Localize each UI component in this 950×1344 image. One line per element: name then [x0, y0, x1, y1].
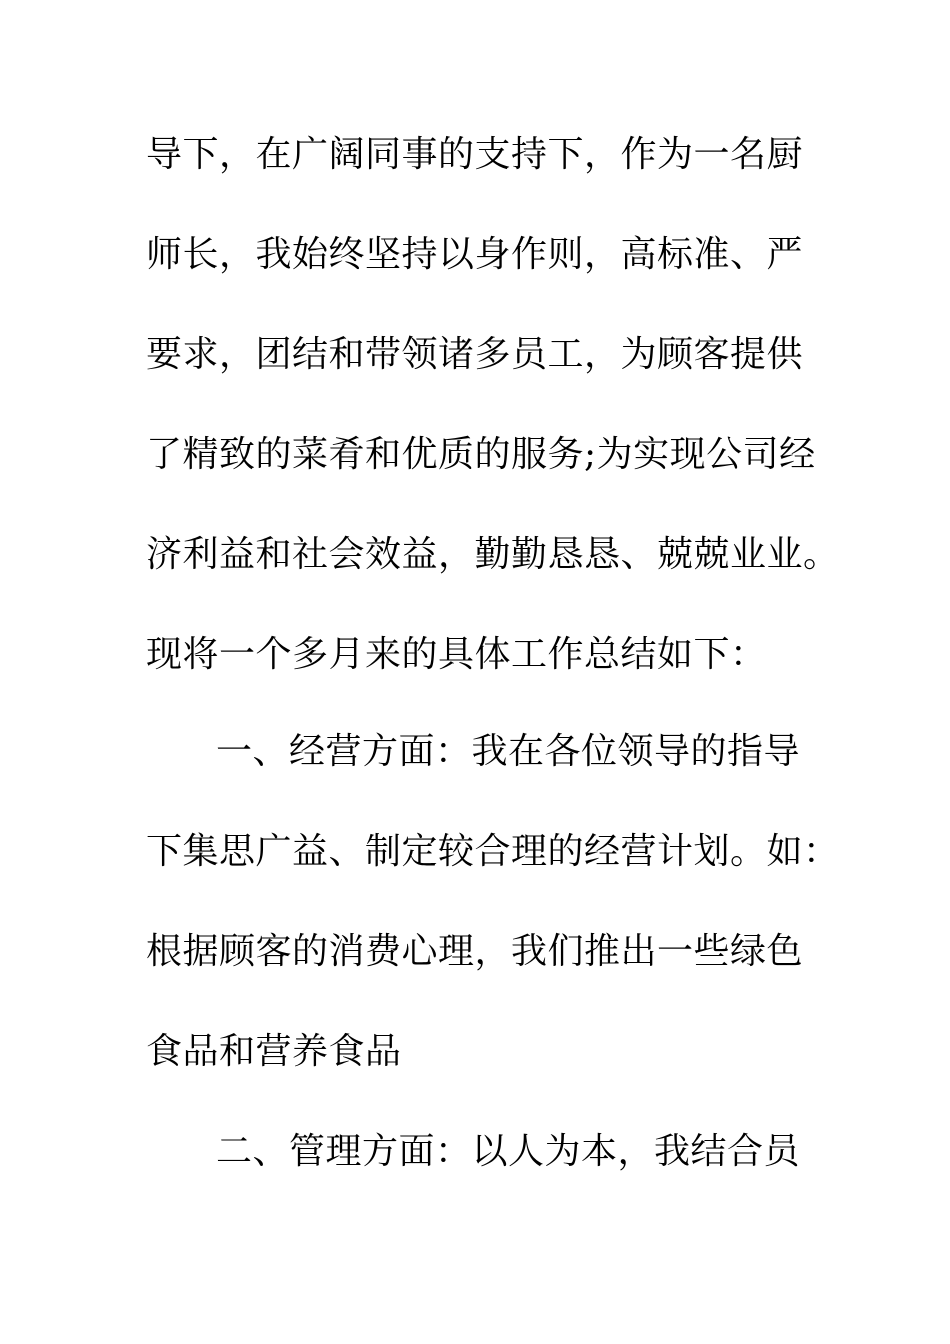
paragraph-heading-operations: 一、经营方面：我在各位领导的指导: [216, 731, 801, 772]
text-line: 现将一个多月来的具体工作总结如下：: [146, 634, 767, 675]
text-line: 要求，团结和带领诸多员工，为顾客提供: [146, 334, 804, 375]
text-line: 根据顾客的消费心理，我们推出一些绿色: [146, 931, 804, 972]
text-line: 食品和营养食品: [146, 1031, 402, 1072]
text-line: 下集思广益、制定较合理的经营计划。如：: [146, 831, 840, 872]
text-line: 了精致的菜肴和优质的服务;为实现公司经: [146, 434, 816, 475]
text-line: 导下，在广阔同事的支持下，作为一名厨: [146, 134, 804, 175]
text-line: 师长，我始终坚持以身作则，高标准、严: [146, 234, 804, 275]
text-line: 济利益和社会效益，勤勤恳恳、兢兢业业。: [146, 534, 840, 575]
paragraph-heading-management: 二、管理方面：以人为本，我结合员: [216, 1131, 801, 1172]
